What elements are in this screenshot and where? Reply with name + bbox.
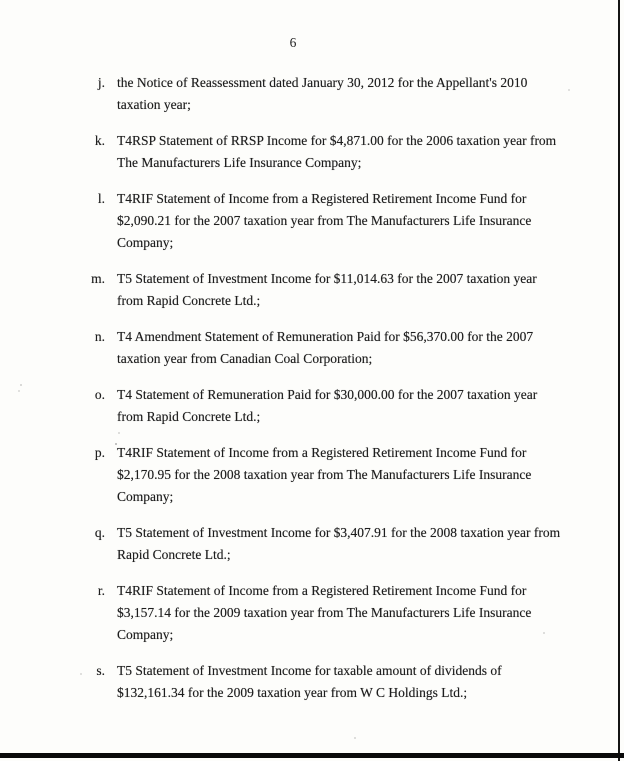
list-item-l bbox=[85, 188, 565, 254]
list-item-m bbox=[85, 268, 565, 312]
text-line: taxation year from Canadian Coal Corporation; bbox=[117, 351, 373, 366]
text-line: Rapid Concrete Ltd.; bbox=[117, 547, 231, 562]
text-line: T4 Statement of Remuneration Paid for $30,000.00 for the 2007 taxation year bbox=[117, 387, 538, 402]
text-line: $3,157.14 for the 2009 taxation year from The Manufacturers Life Insurance bbox=[117, 605, 532, 620]
text-line: The Manufacturers Life Insurance Company; bbox=[117, 155, 362, 170]
text-line: the Notice of Reassessment dated January 30, 2012 for the Appellant's 2010 bbox=[117, 75, 528, 90]
list-item-text bbox=[117, 580, 531, 646]
list-item-r bbox=[85, 580, 565, 646]
statement-list bbox=[85, 72, 565, 718]
text-line: $132,161.34 for the 2009 taxation year from W C Holdings Ltd.; bbox=[117, 685, 468, 700]
list-item-label: r. bbox=[97, 583, 105, 598]
text-line: from Rapid Concrete Ltd.; bbox=[117, 293, 261, 308]
list-item-o bbox=[85, 384, 565, 428]
list-item-label: s. bbox=[96, 663, 105, 678]
text-line: T4RIF Statement of Income from a Registered Retirement Income Fund for bbox=[117, 583, 527, 598]
text-line: T5 Statement of Investment Income for taxable amount of dividends of bbox=[117, 663, 502, 678]
list-item-p bbox=[85, 442, 565, 508]
scan-edge-bottom bbox=[0, 753, 624, 758]
list-item-label: q. bbox=[94, 525, 105, 540]
list-item-label: p. bbox=[94, 445, 105, 460]
page-number: 6 bbox=[289, 35, 297, 50]
text-line: T4RIF Statement of Income from a Registered Retirement Income Fund for bbox=[117, 445, 527, 460]
text-line: Company; bbox=[117, 489, 174, 504]
text-line: T4RIF Statement of Income from a Registered Retirement Income Fund for bbox=[117, 191, 527, 206]
text-line: $2,170.95 for the 2008 taxation year from The Manufacturers Life Insurance bbox=[117, 467, 532, 482]
text-line: T4 Amendment Statement of Remuneration Paid for $56,370.00 for the 2007 bbox=[117, 329, 534, 344]
text-line: T4RSP Statement of RRSP Income for $4,871.00 for the 2006 taxation year from bbox=[117, 133, 557, 148]
list-item-q bbox=[85, 522, 565, 566]
list-item-label: m. bbox=[91, 271, 105, 286]
list-item-k bbox=[85, 130, 565, 174]
text-line: from Rapid Concrete Ltd.; bbox=[117, 409, 261, 424]
list-item-j bbox=[85, 72, 565, 116]
list-item-label: n. bbox=[94, 329, 105, 344]
list-item-label: o. bbox=[94, 387, 105, 402]
text-line: T5 Statement of Investment Income for $11,014.63 for the 2007 taxation year bbox=[117, 271, 537, 286]
list-item-text bbox=[117, 326, 533, 370]
list-item-text bbox=[117, 268, 537, 312]
list-item-text bbox=[117, 442, 531, 508]
text-line: taxation year; bbox=[117, 97, 191, 112]
list-item-text bbox=[117, 188, 531, 254]
list-item-text bbox=[117, 72, 527, 116]
list-item-text bbox=[117, 660, 502, 704]
list-item-text bbox=[117, 130, 556, 174]
text-line: Company; bbox=[117, 627, 174, 642]
list-item-text bbox=[117, 384, 537, 428]
text-line: Company; bbox=[117, 235, 174, 250]
list-item-text bbox=[117, 522, 560, 566]
list-item-s bbox=[85, 660, 565, 704]
list-item-label: j. bbox=[97, 75, 105, 90]
scan-edge-right bbox=[618, 0, 620, 761]
text-line: T5 Statement of Investment Income for $3,407.91 for the 2008 taxation year from bbox=[117, 525, 561, 540]
list-item-label: k. bbox=[94, 133, 105, 148]
scan-speckles bbox=[0, 0, 2, 2]
text-line: $2,090.21 for the 2007 taxation year from The Manufacturers Life Insurance bbox=[117, 213, 532, 228]
list-item-label: l. bbox=[97, 191, 105, 206]
list-item-n bbox=[85, 326, 565, 370]
